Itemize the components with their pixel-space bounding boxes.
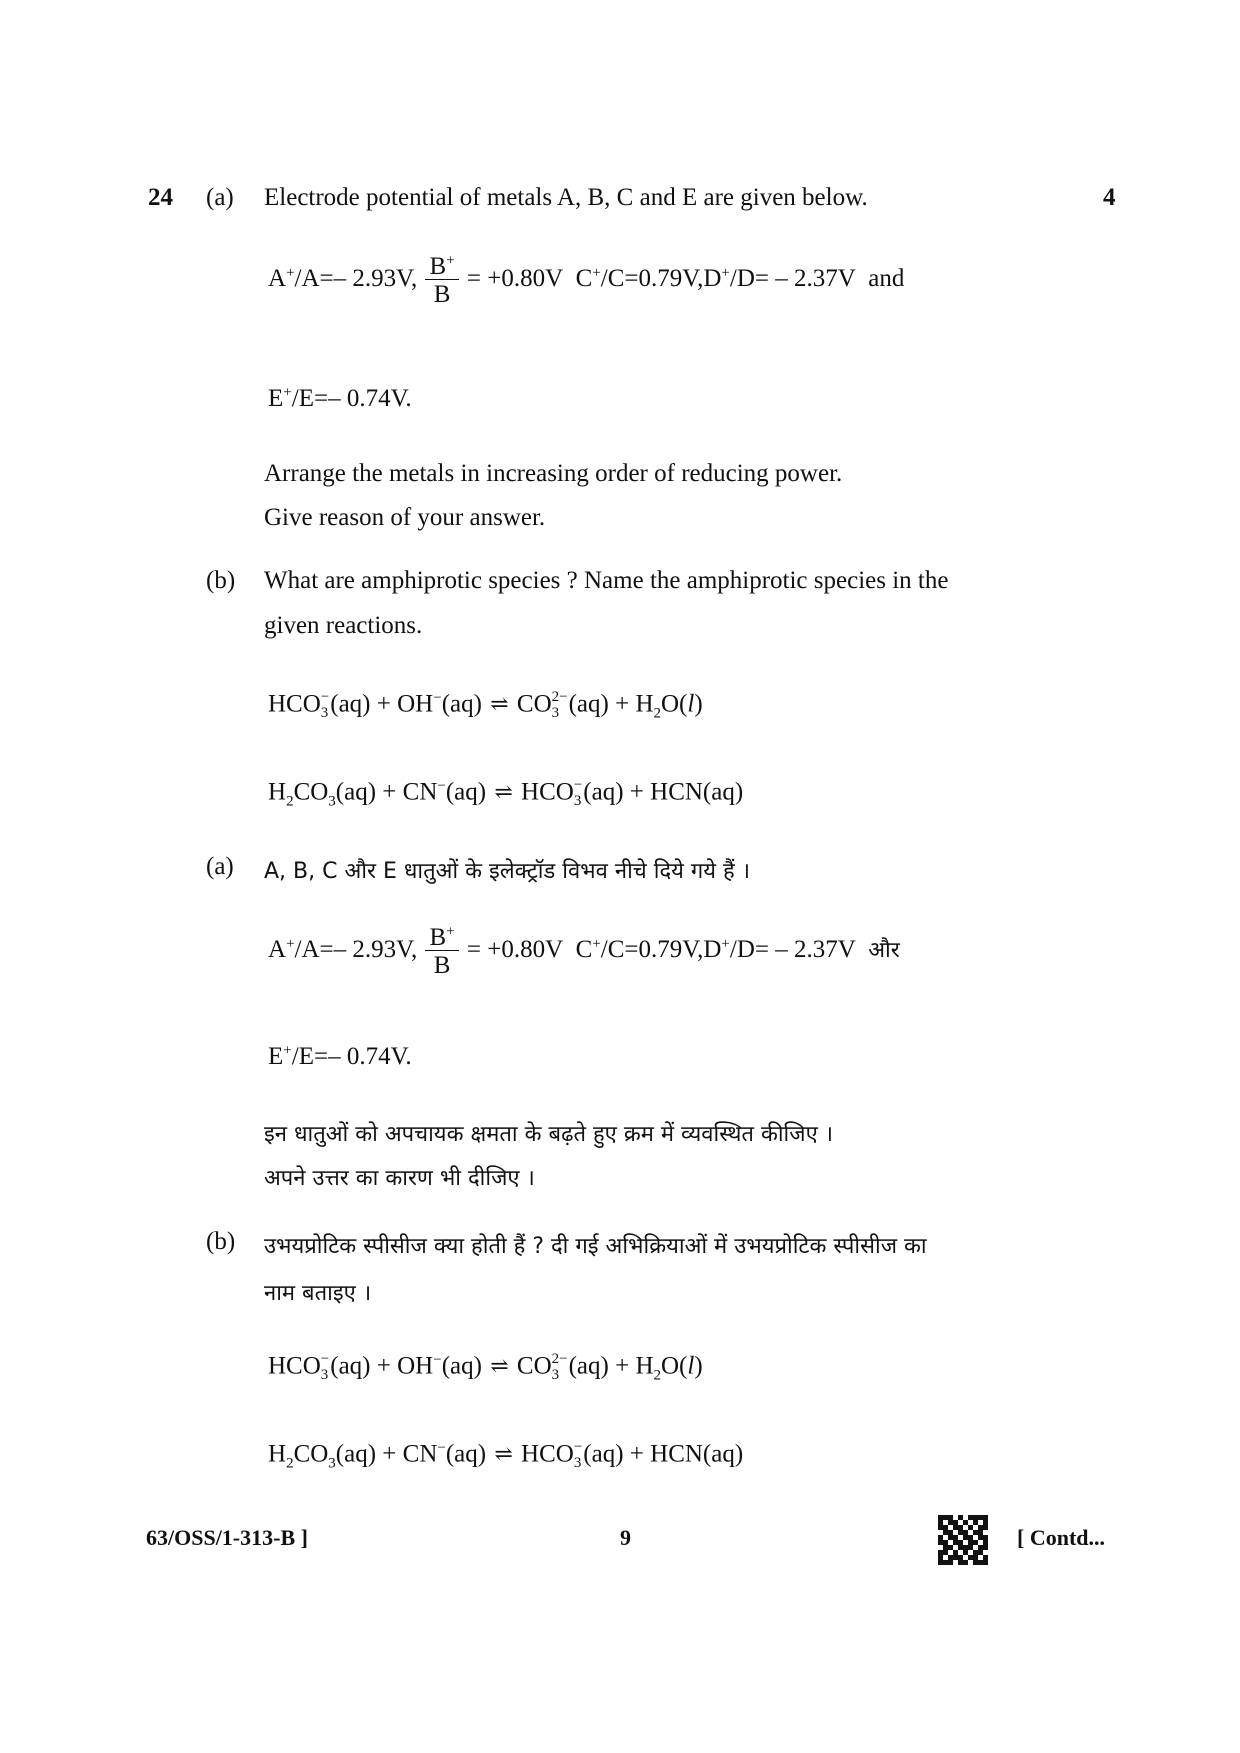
reaction-1-hi: HCO − 3 (aq) + OH−(aq) ⇌ CO 2− 3 $(aq) + H_2O(l)$ bbox=[268, 1351, 703, 1384]
reaction-1-en: HCO − 3 (aq) + OH−(aq) ⇌ CO 2− 3 $(aq) + H_2O(l)$ bbox=[268, 689, 703, 722]
question-marks: 4 bbox=[1103, 184, 1116, 211]
qr-code-icon bbox=[938, 1515, 988, 1565]
page-number: 9 bbox=[620, 1525, 631, 1550]
part-b-text-2: given reactions. bbox=[264, 612, 423, 639]
hindi-potential-line-1: A+/A=– 2.93V, $\frac{B^+}{B}$ = +0.80V C+/C=0.79V,D+/D= – 2.37V और bbox=[268, 923, 900, 979]
part-a-intro: Electrode potential of metals A, B, C and E are given below. bbox=[264, 184, 868, 211]
hindi-part-a-label: (a) bbox=[206, 853, 234, 880]
part-b-label: (b) bbox=[206, 567, 236, 594]
part-a-label: (a) bbox=[206, 184, 234, 211]
part-b-text-1: What are amphiprotic species ? Name the amphiprotic species in the bbox=[264, 567, 949, 594]
reaction-2-hi: $H_2CO_3(aq) + CN^-(aq)$ ⇌ HCO − 3 (aq) + HCN(aq) bbox=[268, 1439, 744, 1472]
continued-label: [ Contd... bbox=[1017, 1525, 1106, 1550]
paper-code: 63/OSS/1-313-B ] bbox=[146, 1525, 308, 1550]
hindi-part-b-label: (b) bbox=[206, 1228, 236, 1255]
hindi-part-b-text-2: नाम बताइए । bbox=[264, 1281, 372, 1306]
hindi-part-a-intro: A, B, C और E धातुओं के इलेक्ट्रॉड विभव नीचे दिये गये हैं । bbox=[264, 859, 751, 884]
reaction-2-en: $H_2CO_3(aq) + CN^-(aq)$ ⇌ HCO − 3 (aq) + HCN(aq) bbox=[268, 777, 744, 810]
hindi-part-a-instruction-2: अपने उत्तर का कारण भी दीजिए । bbox=[264, 1166, 535, 1191]
hindi-potential-fraction-b: $\frac{B^+}{B}$ bbox=[425, 925, 458, 978]
hindi-part-a-instruction-1: इन धातुओं को अपचायक क्षमता के बढ़ते हुए क्रम में व्यवस्थित कीजिए । bbox=[264, 1122, 834, 1147]
part-a-instruction-1: Arrange the metals in increasing order of reducing power. bbox=[264, 460, 843, 487]
question-number: 24 bbox=[148, 184, 173, 211]
hindi-part-b-text-1: उभयप्रोटिक स्पीसीज क्या होती हैं ? दी गई अभिक्रियाओं में उभयप्रोटिक स्पीसीज का bbox=[264, 1234, 927, 1259]
potential-line-1: A+/A=– 2.93V, $\frac{B^+}{B}$ = +0.80V C+/C=0.79V,D+/D= – 2.37V and bbox=[268, 252, 905, 308]
part-a-instruction-2: Give reason of your answer. bbox=[264, 504, 546, 531]
potential-fraction-b: $\frac{B^+}{B}$ bbox=[425, 254, 458, 307]
hindi-potential-line-2: E+/E=– 0.74V. bbox=[268, 1042, 412, 1070]
potential-line-2: E+/E=– 0.74V. bbox=[268, 384, 412, 412]
